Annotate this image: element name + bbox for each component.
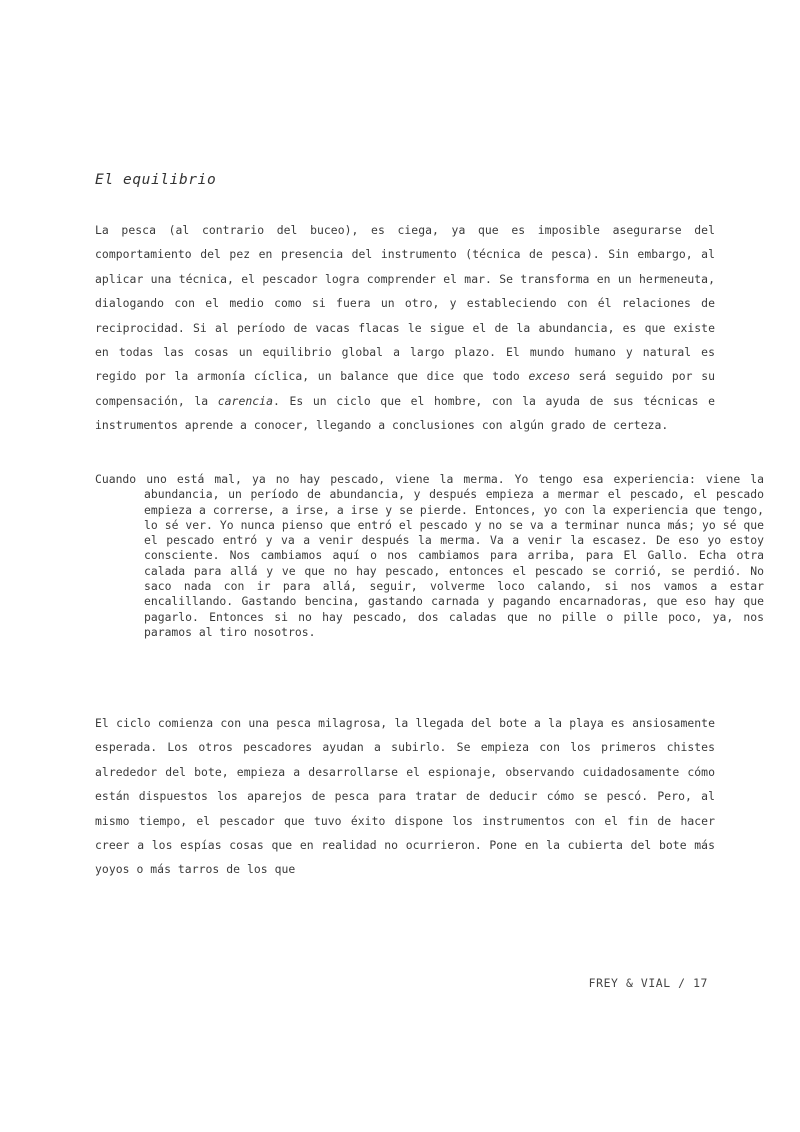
- paragraph-text: . Es un ciclo que el hombre, con la ayuda de sus técnicas e instrumentos aprende a conocer, llegando a conclusiones con algún grado de certeza.: [95, 393, 715, 433]
- block-quote: Cuando uno está mal, ya no hay pescado, viene la merma. Yo tengo esa experiencia: viene la abundancia, un período de abundancia, y después empieza a mermar el pescado, el pescado empieza a correrse, a irse, a irse y se pierde. Entonces, yo con la experiencia que tengo, lo sé ver. Yo nunca pienso que entró el pescado y no se va a terminar nunca más; yo sé que el pescado entró y va a venir después la merma. Va a venir la escasez. De eso yo estoy consciente. Nos cambiamos aquí o nos cambiamos para arriba, para El Gallo. Echa otra calada para allá y ve que no hay pescado, entonces el pescado se corrió, se perdió. No saco nada con ir para allá, seguir, volverme loco calando, si nos vamos a estar encalillando. Gastando bencina, gastando carnada y pagando encarnadoras, que eso hay que pagarlo. Entonces si no hay pescado, dos caladas que no pille o pille poco, ya, nos paramos al tiro nosotros.: [95, 472, 764, 639]
- section-title: El equilibrio: [95, 172, 217, 188]
- emphasis-text: exceso: [528, 369, 570, 384]
- body-paragraph: [95, 218, 715, 438]
- body-paragraph: El ciclo comienza con una pesca milagrosa, la llegada del bote a la playa es ansiosamente esperada. Los otros pescadores ayudan a subirlo. Se empieza con los primeros chistes alrededor del bote, empieza a desarrollarse el espionaje, observando cuidadosamente cómo están dispuestos los aparejos de pesca para tratar de deducir cómo se pescó. Pero, al mismo tiempo, el pescador que tuvo éxito dispone los instrumentos con el fin de hacer creer a los espías cosas que en realidad no ocurrieron. Pone en la cubierta del bote más yoyos o más tarros de los que: [95, 716, 715, 877]
- page-footer: FREY & VIAL / 17: [588, 976, 708, 990]
- emphasis-text: carencia: [217, 393, 273, 408]
- paragraph-text: La pesca (al contrario del buceo), es ciega, ya que es imposible asegurarse del comportamiento del pez en presencia del instrumento (técnica de pesca). Sin embargo, al aplicar una técnica, el pescador logra comprender el mar. Se transforma en un hermeneuta, dialogando con el medio como si fuera un otro, y estableciendo con él relaciones de reciprocidad. Si al período de vacas flacas le sigue el de la abundancia, es que existe en todas las cosas un equilibrio global a largo plazo. El mundo humano y natural es regido por la armonía cíclica, un balance que dice que todo: [95, 223, 715, 384]
- paragraph-text: será seguido por su compensación, la: [95, 369, 716, 408]
